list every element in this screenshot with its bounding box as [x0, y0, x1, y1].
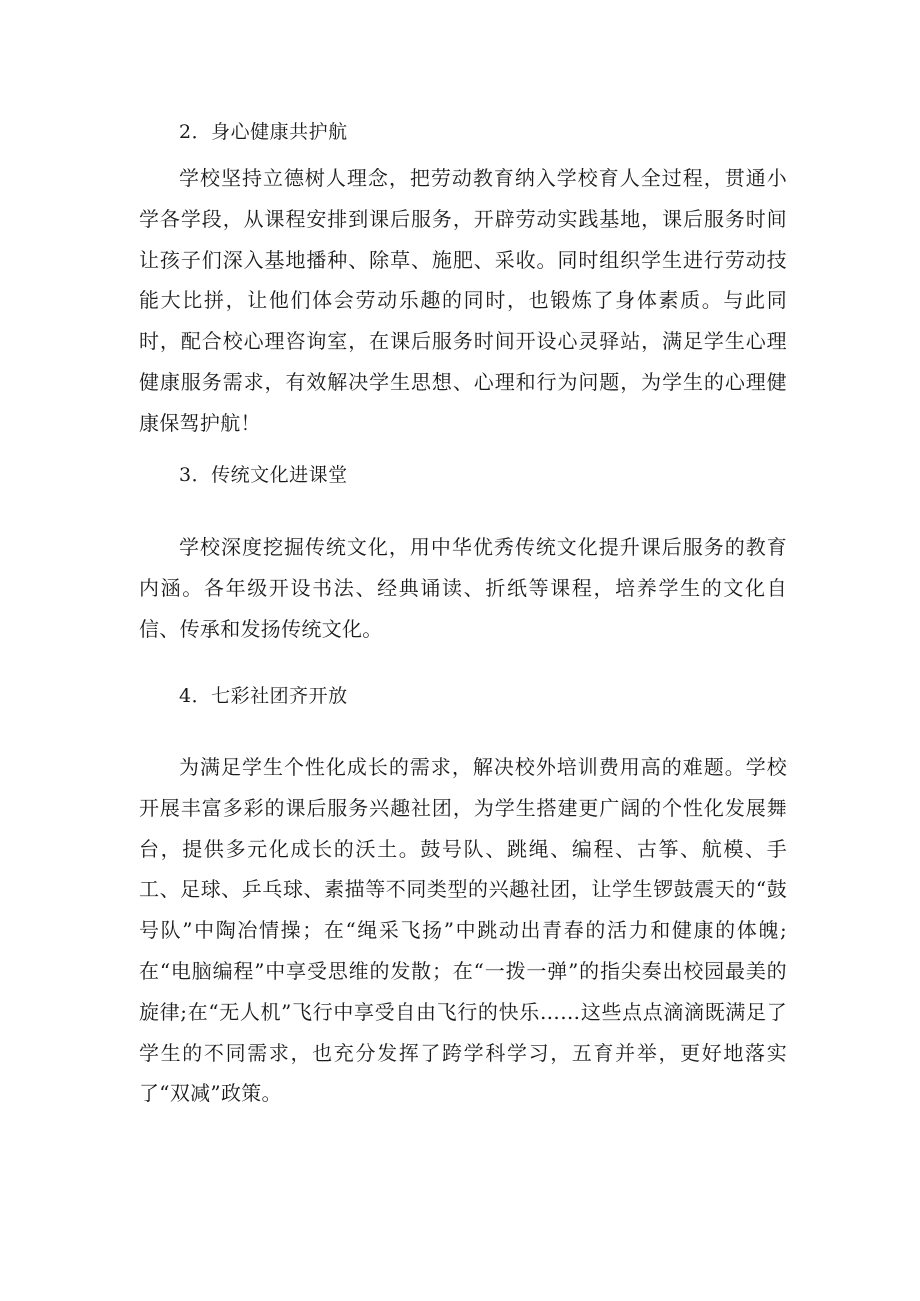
- section-body-health: 学校坚持立德树人理念，把劳动教育纳入学校育人全过程，贯通小学各学段，从课程安排到课后服务，开辟劳动实践基地，课后服务时间让孩子们深入基地播种、除草、施肥、采收。同时组织学生进行劳动技能大比拼，让他们体会劳动乐趣的同时，也锻炼了身体素质。与此同时，配合校心理咨询室，在课后服务时间开设心灵驿站，满足学生心理健康服务需求，有效解决学生思想、心理和行为问题，为学生的心理健康保驾护航！: [139, 166, 787, 435]
- section-body-clubs: 为满足学生个性化成长的需求，解决校外培训费用高的难题。学校开展丰富多彩的课后服务兴趣社团，为学生搭建更广阔的个性化发展舞台，提供多元化成长的沃土。鼓号队、跳绳、编程、古筝、航模、手工、足球、乒乓球、素描等不同类型的兴趣社团，让学生锣鼓震天的“鼓号队”中陶冶情操；在“绳采飞扬”中跳动出青春的活力和健康的体魄;在“电脑编程”中享受思维的发散；在“一拨一弹”的指尖奏出校园最美的旋律;在“无人机”飞行中享受自由飞行的快乐……这些点点滴滴既满足了学生的不同需求，也充分发挥了跨学科学习，五育并举，更好地落实了“双减”政策。: [139, 755, 787, 1106]
- section-heading-health: 2．身心健康共护航: [179, 121, 348, 143]
- section-body-culture: 学校深度挖掘传统文化，用中华优秀传统文化提升课后服务的教育内涵。各年级开设书法、经典诵读、折纸等课程，培养学生的文化自信、传承和发扬传统文化。: [139, 535, 787, 641]
- section-heading-culture: 3．传统文化进课堂: [179, 464, 348, 486]
- section-heading-clubs: 4．七彩社团齐开放: [179, 685, 348, 707]
